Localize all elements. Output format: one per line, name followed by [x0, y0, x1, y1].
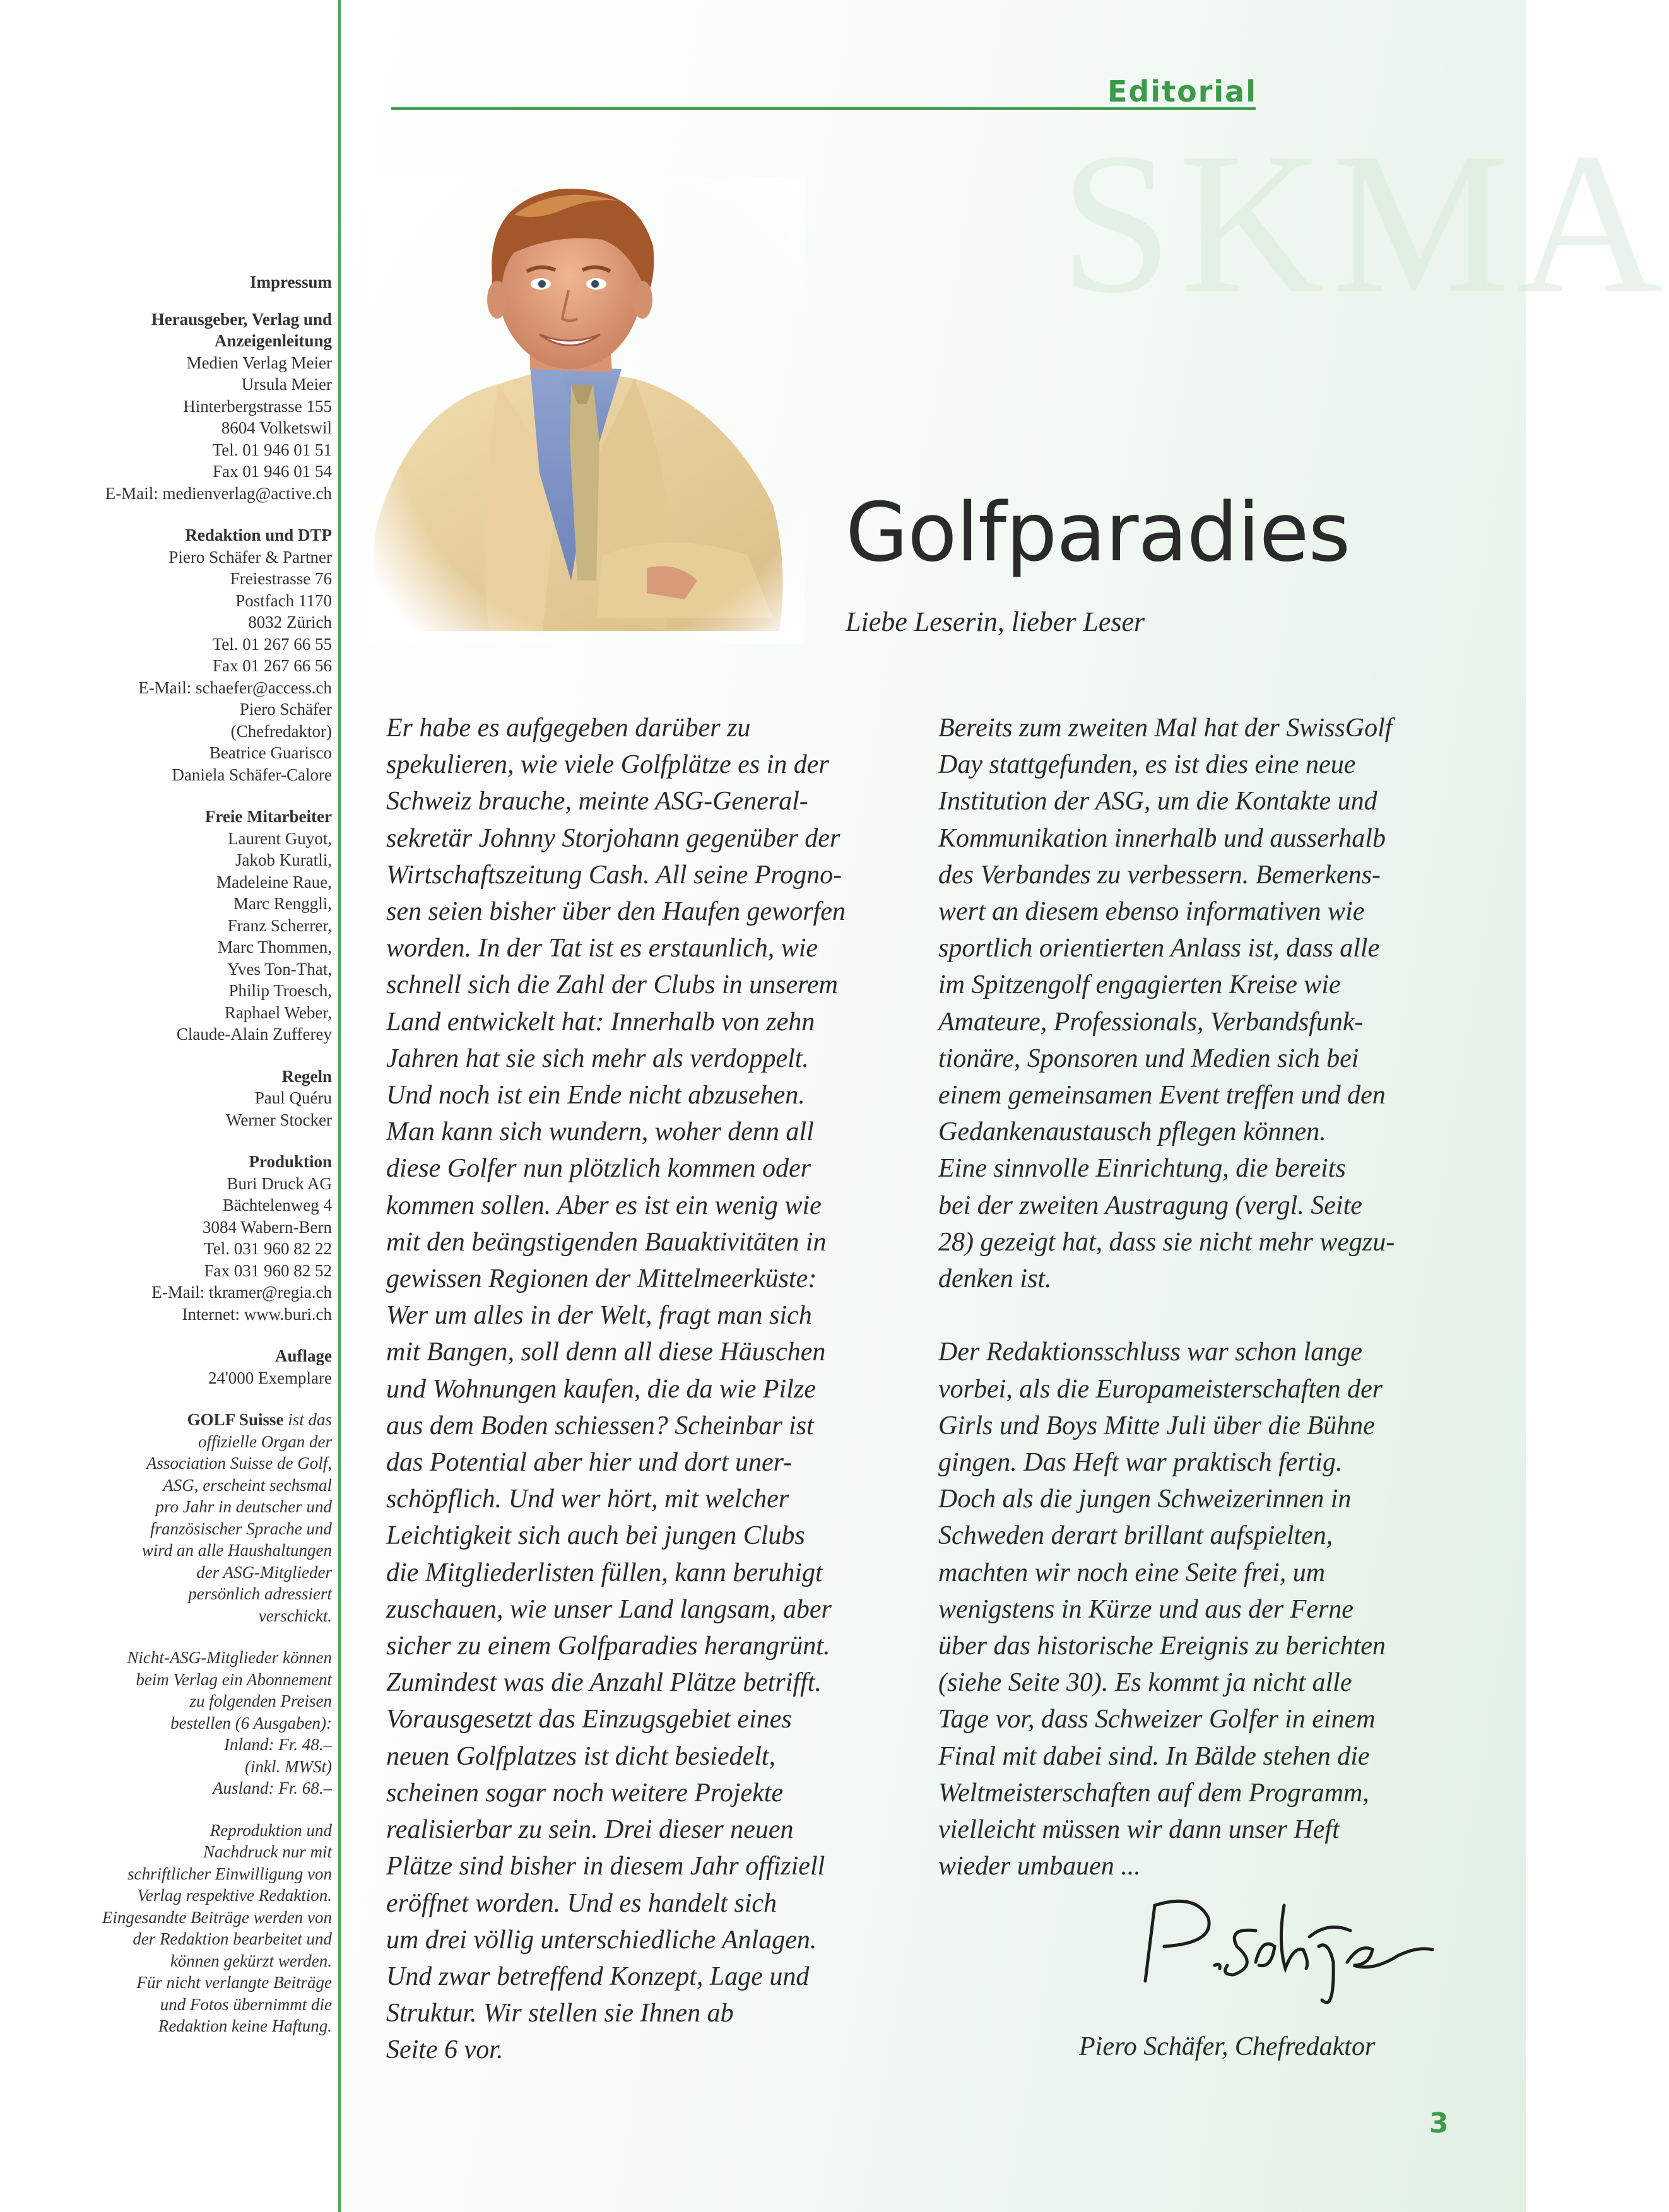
impressum-line: 8032 Zürich	[248, 613, 332, 632]
impressum-note-line: zu folgenden Preisen	[189, 1691, 332, 1710]
impressum-line: Yves Ton-That,	[227, 959, 332, 979]
article-line: vorbei, als die Europameisterschaften der	[938, 1374, 1383, 1404]
impressum-note-line: wird an alle Haushaltungen	[141, 1541, 332, 1560]
article-line: Er habe es aufgegeben darüber zu	[386, 714, 751, 743]
impressum-line: E-Mail: tkramer@regia.ch	[151, 1283, 332, 1302]
article-line: bei der zweiten Austragung (vergl. Seite	[938, 1191, 1362, 1220]
impressum-note-line: pro Jahr in deutscher und	[155, 1497, 332, 1516]
background-watermark: SKMA	[1060, 112, 1669, 335]
impressum-block-heading: Freie Mitarbeiter	[204, 807, 332, 826]
impressum-block-heading: Redaktion und DTP	[185, 526, 332, 544]
article-line: Kommunikation innerhalb und ausserhalb	[938, 823, 1386, 853]
article-line: Amateure, Professionals, Verbandsfunk-	[938, 1007, 1364, 1037]
article-line: vielleicht müssen wir dann unser Heft	[938, 1815, 1340, 1845]
impressum-line: Freiestrasse 76	[230, 569, 332, 588]
impressum-line: Raphael Weber,	[224, 1003, 332, 1022]
article-line: wert an diesem ebenso informativen wie	[938, 897, 1365, 927]
article-line: sen seien bisher über den Haufen geworfen	[386, 897, 846, 927]
impressum-note-line: beim Verlag ein Abonnement	[136, 1669, 332, 1689]
impressum-note-line: ASG, erscheint sechsmal	[163, 1475, 332, 1495]
impressum-block-heading: Produktion	[249, 1152, 332, 1171]
impressum-note-lead: GOLF Suisse	[187, 1410, 284, 1429]
impressum-block	[61, 524, 332, 785]
impressum-note-line: Für nicht verlangte Beiträge	[136, 1973, 332, 1992]
article-line: wenigstens in Kürze und aus der Ferne	[938, 1594, 1353, 1624]
impressum-line: Madeleine Raue,	[216, 872, 332, 891]
article-line: Doch als die jungen Schweizerinnen in	[938, 1485, 1352, 1514]
impressum-line: Buri Druck AG	[227, 1174, 332, 1193]
impressum-note	[61, 1820, 332, 2037]
article-line: tionäre, Sponsoren und Medien sich bei	[938, 1044, 1359, 1073]
impressum-line: E-Mail: medienverlag@active.ch	[105, 483, 332, 503]
impressum-note-line: schriftlicher Einwilligung von	[127, 1864, 332, 1883]
impressum-note-line: Ausland: Fr. 68.–	[213, 1779, 332, 1797]
impressum-title: Impressum	[249, 273, 332, 291]
impressum-line: Claude-Alain Zufferey	[176, 1025, 332, 1044]
impressum-line: Tel. 01 267 66 55	[212, 634, 332, 654]
article-line: Wer um alles in der Welt, fragt man sich	[386, 1301, 812, 1331]
impressum-note-line: der ASG-Mitglieder	[196, 1562, 332, 1582]
impressum-line: E-Mail: schaefer@access.ch	[138, 678, 332, 697]
article-line: einem gemeinsamen Event treffen und den	[938, 1081, 1386, 1110]
impressum-block-heading: Herausgeber, Verlag und Anzeigenleitung	[151, 309, 332, 350]
article-line: (siehe Seite 30). Es kommt ja nicht alle	[938, 1668, 1352, 1698]
impressum-line: 3084 Wabern-Bern	[202, 1217, 332, 1237]
article-line: Struktur. Wir stellen sie Ihnen ab	[386, 1999, 734, 2028]
article-line: Bereits zum zweiten Mal hat der SwissGolf	[938, 714, 1393, 743]
article-line: Seite 6 vor.	[386, 2035, 504, 2065]
impressum-note-line: der Redaktion bearbeitet und	[133, 1929, 332, 1948]
article-line: scheinen sogar noch weitere Projekte	[386, 1778, 784, 1808]
article-line: Der Redaktionsschluss war schon lange	[938, 1338, 1362, 1367]
article-line: Institution der ASG, um die Kontakte und	[938, 787, 1377, 816]
impressum-note	[61, 1409, 332, 1627]
impressum-line: Marc Renggli,	[233, 894, 332, 913]
impressum-notes	[61, 1409, 332, 2037]
impressum-line: Jakob Kuratli,	[235, 850, 332, 869]
article-line: spekulieren, wie viele Golfplätze es in der	[386, 750, 829, 780]
impressum-line: 24'000 Exemplare	[208, 1368, 332, 1387]
article-line: mit Bangen, soll denn all diese Häuschen	[386, 1338, 826, 1367]
article-line: Und zwar betreffend Konzept, Lage und	[386, 1962, 810, 1991]
article-line: die Mitgliederlisten füllen, kann beruhigt	[386, 1558, 823, 1587]
impressum-block-heading: Regeln	[281, 1066, 332, 1086]
article-line: Eine sinnvolle Einrichtung, die bereits	[938, 1154, 1346, 1184]
impressum-line: Internet: www.buri.ch	[182, 1304, 332, 1324]
article-line: Und noch ist ein Ende nicht abzusehen.	[386, 1081, 805, 1110]
impressum-note-line: Association Suisse de Golf,	[146, 1454, 332, 1473]
impressum-block	[61, 1345, 332, 1389]
impressum-line: Postfach 1170	[235, 591, 332, 610]
article-line: kommen sollen. Aber es ist ein wenig wie	[386, 1191, 822, 1220]
impressum-note-line	[61, 1409, 332, 1431]
impressum-line: Bächtelenweg 4	[222, 1196, 332, 1215]
impressum-block	[61, 1066, 332, 1131]
impressum-note-line: Reproduktion und	[209, 1820, 332, 1840]
impressum-line: Ursula Meier	[241, 375, 332, 394]
handwritten-signature	[1120, 1886, 1448, 2013]
article-line: Zumindest was die Anzahl Plätze betrifft.	[386, 1668, 822, 1698]
impressum-blocks	[61, 309, 332, 1389]
article-line: zuschauen, wie unser Land langsam, aber	[386, 1594, 832, 1624]
impressum-note-line: französischer Sprache und	[150, 1519, 332, 1538]
impressum-note-line: Nachdruck nur mit	[203, 1842, 332, 1861]
impressum-line: Franz Scherrer,	[227, 915, 332, 935]
impressum-line: (Chefredaktor)	[230, 721, 332, 741]
impressum-line: Tel. 031 960 82 22	[204, 1239, 332, 1258]
article-line: denken ist.	[938, 1264, 1052, 1294]
impressum-note-line: (inkl. MWSt)	[245, 1756, 332, 1776]
impressum-line: 8604 Volketswil	[221, 418, 332, 437]
article-line: schöpflich. Und wer hört, mit welcher	[386, 1485, 789, 1514]
article-line: Wirtschaftszeitung Cash. All seine Progno-	[386, 860, 842, 890]
impressum-line: Marc Thommen,	[218, 938, 332, 956]
impressum-line: Hinterbergstrasse 155	[183, 396, 332, 416]
paragraph-gap	[938, 1297, 1453, 1334]
article-line: sekretär Johnny Storjohann gegenüber der	[386, 823, 840, 853]
article-line: Gedankenaustausch pflegen können.	[938, 1117, 1326, 1147]
impressum-line: Fax 031 960 82 52	[204, 1261, 332, 1280]
article-column-1	[386, 710, 900, 2069]
impressum-note-text: ist das	[283, 1410, 332, 1429]
article-salutation: Liebe Leserin, lieber Leser	[846, 606, 1145, 637]
impressum-line: Philip Troesch,	[228, 981, 332, 1000]
impressum-line: Piero Schäfer & Partner	[168, 547, 332, 567]
article-column-2	[938, 710, 1453, 1885]
article-line: schnell sich die Zahl der Clubs in unserem	[386, 970, 838, 1000]
article-line: und Wohnungen kaufen, die da wie Pilze	[386, 1374, 816, 1404]
article-line: neuen Golfplatzes ist dicht besiedelt,	[386, 1741, 776, 1771]
impressum-note-line: und Fotos übernimmt die	[160, 1994, 332, 2014]
article-title: Golfparadies	[846, 486, 1350, 580]
article-line: Schweden derart brillant aufspielten,	[938, 1521, 1333, 1551]
article-line: Vorausgesetzt das Einzugsgebiet eines	[386, 1705, 792, 1734]
impressum-note	[61, 1647, 332, 1799]
section-label: Editorial	[1107, 74, 1257, 109]
impressum-note-line: Redaktion keine Haftung.	[158, 2016, 332, 2035]
article-line: realisierbar zu sein. Drei dieser neuen	[386, 1815, 794, 1845]
article-line: des Verbandes zu verbessern. Bemerkens-	[938, 860, 1381, 890]
article-line: aus dem Boden schiessen? Scheinbar ist	[386, 1411, 814, 1440]
impressum-line: Tel. 01 946 01 51	[212, 440, 332, 459]
article-line: machten wir noch eine Seite frei, um	[938, 1558, 1326, 1587]
impressum-line: Beatrice Guarisco	[209, 743, 332, 762]
article-line: um drei völlig unterschiedliche Anlagen.	[386, 1925, 817, 1955]
article-line: Leichtigkeit sich auch bei jungen Clubs	[386, 1521, 805, 1551]
author-portrait	[369, 177, 805, 644]
article-line: worden. In der Tat ist es erstaunlich, wie	[386, 934, 818, 963]
article-line: gingen. Das Heft war praktisch fertig.	[938, 1448, 1343, 1478]
impressum-note-line: persönlich adressiert	[188, 1584, 332, 1603]
impressum-line: Werner Stocker	[226, 1110, 332, 1129]
impressum-line: Paul Quéru	[254, 1088, 332, 1107]
article-line: Schweiz brauche, meinte ASG-General-	[386, 787, 808, 816]
impressum-note-line: verschickt.	[258, 1606, 332, 1625]
impressum-block-heading: Auflage	[275, 1346, 332, 1365]
article-line: 28) gezeigt hat, dass sie nicht mehr wegzu-	[938, 1227, 1395, 1257]
impressum-line: Piero Schäfer	[239, 700, 332, 719]
article-line: Final mit dabei sind. In Bälde stehen die	[938, 1741, 1370, 1771]
impressum-block	[61, 1151, 332, 1325]
article-line: Plätze sind bisher in diesem Jahr offiziell	[386, 1852, 825, 1881]
article-line: Man kann sich wundern, woher denn all	[386, 1117, 814, 1147]
impressum-note-line: offizielle Organ der	[198, 1432, 332, 1451]
article-line: eröffnet worden. Und es handelt sich	[386, 1888, 777, 1918]
impressum-line: Fax 01 267 66 56	[213, 656, 332, 675]
signature-name: Piero Schäfer, Chefredaktor	[1079, 2032, 1376, 2061]
impressum-line: Fax 01 946 01 54	[213, 462, 332, 481]
impressum-line: Laurent Guyot,	[228, 828, 332, 848]
article-line: wieder umbauen ...	[938, 1852, 1141, 1881]
impressum-note-line: Verlag respektive Redaktion.	[137, 1886, 332, 1905]
article-line: mit den beängstigenden Bauaktivitäten in	[386, 1227, 827, 1257]
article-line: im Spitzengolf engagierten Kreise wie	[938, 970, 1341, 1000]
article-line: Weltmeisterschaften auf dem Programm,	[938, 1778, 1369, 1808]
impressum-block	[61, 806, 332, 1045]
impressum-note-line: Nicht-ASG-Mitglieder können	[127, 1648, 332, 1667]
article-line: diese Golfer nun plötzlich kommen oder	[386, 1154, 811, 1184]
impressum-note-line: Eingesandte Beiträge werden von	[102, 1907, 332, 1927]
article-line: sportlich orientierten Anlass ist, dass alle	[938, 934, 1380, 963]
article-line: Jahren hat sie sich mehr als verdoppelt.	[386, 1044, 809, 1073]
article-line: sicher zu einem Golfparadies herangrünt.	[386, 1632, 830, 1661]
article-line: Day stattgefunden, es ist dies eine neue	[938, 750, 1356, 780]
article-line: Land entwickelt hat: Innerhalb von zehn	[386, 1007, 815, 1037]
impressum	[61, 271, 332, 2057]
article-line: gewissen Regionen der Mittelmeerküste:	[386, 1264, 817, 1294]
impressum-block	[61, 309, 332, 505]
impressum-line: Medien Verlag Meier	[186, 353, 332, 372]
article-line: das Potential aber hier und dort uner-	[386, 1448, 793, 1478]
impressum-note-line: bestellen (6 Ausgaben):	[170, 1713, 332, 1733]
impressum-line: Daniela Schäfer-Calore	[172, 765, 332, 784]
impressum-note-line: können gekürzt werden.	[170, 1951, 332, 1970]
article-line: über das historische Ereignis zu berichten	[938, 1632, 1386, 1661]
column-divider	[338, 0, 341, 2212]
article-line: Tage vor, dass Schweizer Golfer in einem	[938, 1705, 1376, 1734]
article-line: Girls und Boys Mitte Juli über die Bühne	[938, 1411, 1375, 1440]
impressum-note-line: Inland: Fr. 48.–	[224, 1735, 332, 1754]
page-number: 3	[1429, 2107, 1449, 2139]
